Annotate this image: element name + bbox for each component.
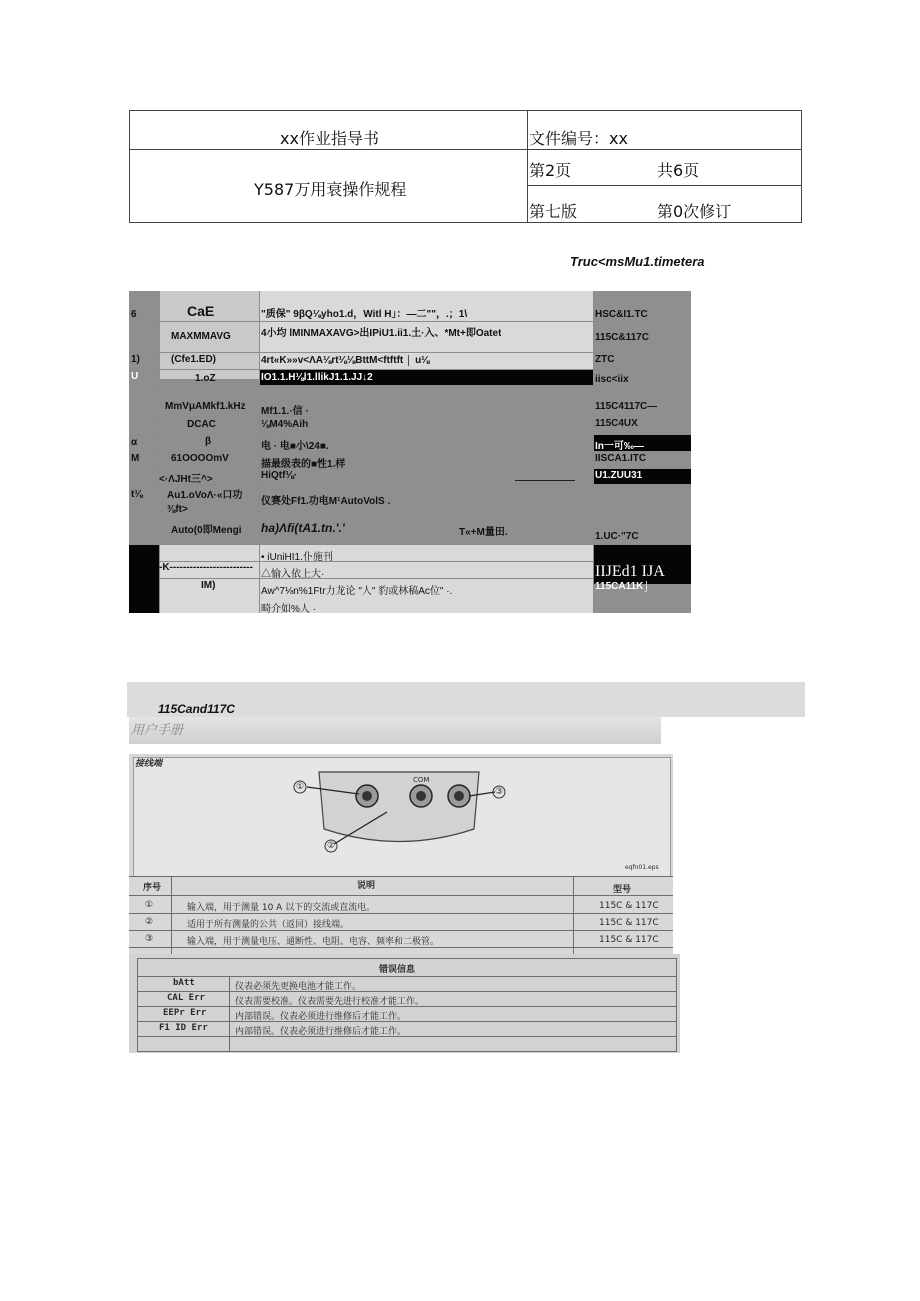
meter-terminal-illustration <box>129 754 673 872</box>
page-total: 共6页 <box>657 161 700 180</box>
doc-subtitle: Y587万用衰操作规程 <box>254 180 407 199</box>
row-model: 115C & 117C <box>599 901 659 911</box>
cell-c: △愉入依上大· <box>261 569 325 580</box>
col-header: 型号 <box>613 885 632 895</box>
row-model: 115C & 117C <box>599 935 659 945</box>
cell-c: IO1.1.H⅛l1.llikJ1.1.JJ↓2 <box>261 372 373 383</box>
callout-1: ① <box>296 782 305 792</box>
cell-a: M <box>131 453 140 464</box>
cell-c: ha)Λfi(tA1.tn.'.' <box>261 521 345 535</box>
section-banner <box>127 682 805 717</box>
cell-d: In一可‰— <box>595 441 644 452</box>
row-desc: 输入端，用于测量电压、通断性、电阻、电容、频率和二极管。 <box>187 937 440 947</box>
cell-d: 1.UC·"7C <box>595 531 639 542</box>
row-desc: 适用于所有测量的公共（返回）接线端。 <box>187 920 350 930</box>
cell-a: α <box>131 437 138 448</box>
cell-a: 1) <box>131 354 140 365</box>
cell-a: t⅛ <box>131 489 143 500</box>
error-desc: 仪表需要校准。仪表需要先进行校准才能工作。 <box>235 997 425 1007</box>
cell-c: 仪赛处Ff1.功电M¹AutoVolS . <box>261 496 391 507</box>
cell-b: -K------------------------- <box>159 562 253 573</box>
cell-d: 115CA11K⌡ <box>595 581 650 592</box>
cell-b: <·ΛJHt三^> <box>159 474 213 485</box>
cell-d: ZTC <box>595 354 615 365</box>
header-table <box>129 110 802 223</box>
error-desc: 仪表必须先更换电池才能工作。 <box>235 982 362 992</box>
divider <box>527 185 801 186</box>
cell-d: 115C4117C— <box>595 401 658 412</box>
cell-c: T«+M量田. <box>459 527 508 538</box>
cell-b: Auto(0即Mengi <box>171 525 242 536</box>
cell-b: 61OOOOmV <box>171 453 229 464</box>
cell-d: 115C&117C <box>595 332 649 343</box>
cell-d: 115C4UX <box>595 418 638 429</box>
version: 第七版 <box>529 202 578 221</box>
error-code: CAL Err <box>167 993 205 1003</box>
cell-d: HSC&I1.TC <box>595 309 648 320</box>
spec-table <box>129 291 691 613</box>
error-code: F1 ID Err <box>159 1023 208 1033</box>
row-no: ② <box>145 917 154 927</box>
image-code: eqfn01.eps <box>625 864 659 871</box>
cell-b: β <box>205 436 212 447</box>
row-desc: 输入端，用于测量 10 A 以下的交流或直流电。 <box>187 903 376 913</box>
cell-c: 描最级表的■性1.样 <box>261 459 346 470</box>
doc-number: 文件编号：xx <box>529 129 628 148</box>
cell-c: 畸介如%人 · <box>261 604 316 613</box>
cell-d: U1.ZUU31 <box>595 470 643 481</box>
row-no: ③ <box>145 934 154 944</box>
cell-c: • iUniHI1.仆施刊 <box>261 552 333 563</box>
section-label: 接线端 <box>135 759 163 769</box>
com-label: COM <box>413 776 430 784</box>
scan-caption: Truc<msMu1.timetera <box>570 254 705 269</box>
cell-c: 电 · 电■小\24■. <box>261 441 329 452</box>
manual-photo <box>129 754 673 954</box>
divider <box>527 111 528 222</box>
cell-b: IM) <box>201 580 216 591</box>
row-no: ① <box>145 900 154 910</box>
error-table <box>129 954 680 1053</box>
cell-c: Aw^7⅛n%1Ftr力龙论 "人" 豹或林稿Ac位" ·. <box>261 586 453 597</box>
manual-header-text: 用户手册 <box>131 723 184 738</box>
page-number: 第2页 <box>529 161 572 180</box>
cell-c: "质保" 9βQ⅛yho1.d，Witl H」：—二""，.；1\ <box>261 309 468 320</box>
error-desc: 内部错误。仪表必须进行维修后才能工作。 <box>235 1027 407 1037</box>
error-code: EEPr Err <box>163 1008 207 1018</box>
cell-b: CaE <box>187 303 215 319</box>
cell-c: Mf1.1.·信 · <box>261 406 309 417</box>
cell-c: 4小均 lMINMAXAVG>出IPiU1.ii1.土·入、*Mt+即Oatet <box>261 328 502 339</box>
row-model: 115C & 117C <box>599 918 659 928</box>
cell-c: HiQtf⅛· <box>261 470 298 481</box>
error-code: bAtt <box>173 978 195 988</box>
cell-a: U <box>131 371 139 382</box>
cell-d: iisc<iix <box>595 374 629 385</box>
cell-a: 6 <box>131 309 137 320</box>
cell-b: MAXMMAVG <box>171 331 231 342</box>
cell-b: DCAC <box>187 419 216 430</box>
col-header: 序号 <box>143 883 162 893</box>
callout-3: ③ <box>495 787 504 797</box>
error-table-title: 错误信息 <box>379 965 416 975</box>
cell-b: Au1.oVoΛ·«口功 ⅜ft> <box>167 490 243 515</box>
cell-d: IISCA1.ITC <box>595 453 647 464</box>
callout-2: ② <box>327 841 336 851</box>
cell-c: ⅛M4%Aih <box>261 419 309 430</box>
cell-d: IIJEd1 IJA <box>595 563 665 580</box>
cell-b: (Cfe1.ED) <box>171 354 217 365</box>
divider <box>130 149 801 150</box>
doc-title: xx作业指导书 <box>280 129 379 148</box>
cell-b: MmVμAMkf1.kHz <box>165 401 246 412</box>
error-desc: 内部错误。仪表必须进行维修后才能工作。 <box>235 1012 407 1022</box>
revision: 第0次修订 <box>657 202 732 221</box>
cell-c: 4rt«K»»v<ΛA⅛rt⅛⅛BttM<ftftft │ u⅛ <box>261 355 430 366</box>
cell-b: 1.oZ <box>195 373 216 384</box>
banner-title: 115Cand117C <box>158 702 235 716</box>
col-header: 说明 <box>357 881 376 891</box>
manual-header <box>129 717 661 744</box>
